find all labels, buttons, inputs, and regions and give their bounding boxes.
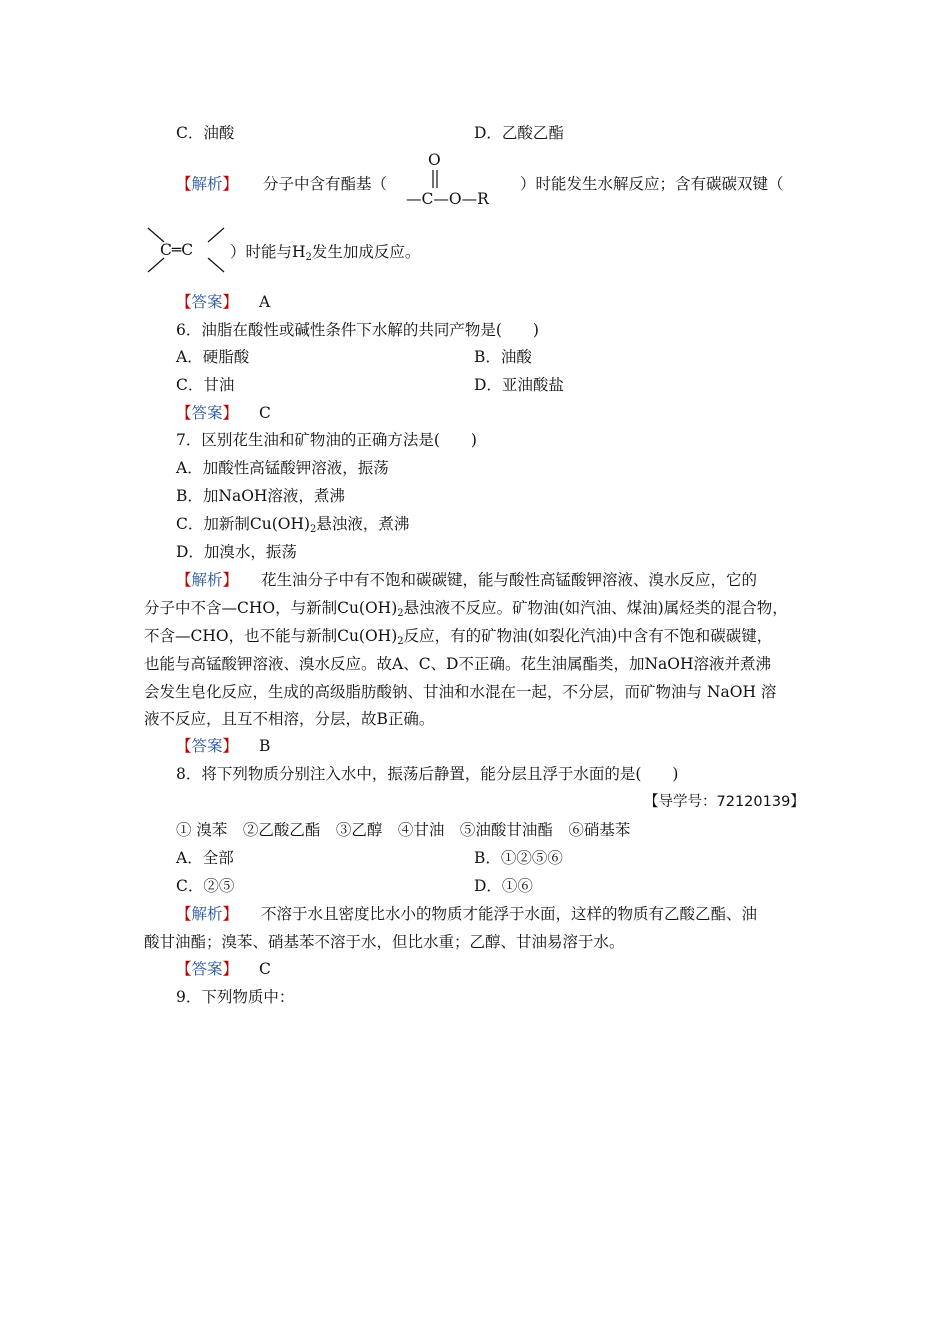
q6-option-b: B．油酸 — [474, 348, 532, 366]
q6-option-d: D．亚油酸盐 — [474, 376, 564, 394]
ester-group-formula — [403, 150, 518, 212]
q5-answer — [176, 292, 270, 312]
answer-tag: 【答案】 — [176, 293, 239, 311]
q6-option-c: C．甘油 — [176, 376, 235, 394]
q7-option-a: A．加酸性高锰酸钾溶液，振荡 — [176, 459, 389, 477]
analysis-text-2: ）时能发生水解反应；含有碳碳双键（ — [520, 175, 784, 193]
q5-option-c: C．油酸 — [176, 124, 235, 142]
q7-analysis-line1: 【解析】 花生油分子中有不饱和碳碳键，能与酸性高锰酸钾溶液、溴水反应，它的 — [176, 571, 757, 589]
q7-analysis-line5: 会发生皂化反应，生成的高级脂肪酸钠、甘油和水混在一起，不分层，而矿物油与 NaOH 溶 — [144, 683, 777, 701]
analysis-tag: 【解析】 — [176, 175, 239, 193]
q7-option-d: D．加溴水，振荡 — [176, 543, 297, 561]
analysis-text: 分子中含有酯基（ — [262, 175, 387, 193]
q9-stem: 9．下列物质中： — [176, 988, 295, 1006]
answer-value: C — [258, 404, 271, 422]
guide-number: 【导学号：72120139】 — [644, 794, 805, 810]
q6-answer — [176, 403, 271, 423]
q8-option-a: A．全部 — [176, 849, 234, 867]
answer-tag: 【答案】 — [176, 737, 239, 755]
q5-option-d: D．乙酸乙酯 — [474, 124, 564, 142]
q6-option-a: A．硬脂酸 — [176, 348, 250, 366]
answer-tag: 【答案】 — [176, 960, 239, 978]
q8-option-b: B．①②⑤⑥ — [474, 849, 563, 867]
ester-oxygen-label: O — [428, 151, 441, 169]
analysis-tag: 【解析】 — [176, 571, 239, 589]
q5-analysis — [176, 174, 387, 194]
q8-items: ① 溴苯 ②乙酸乙酯 ③乙醇 ④甘油 ⑤油酸甘油酯 ⑥硝基苯 — [176, 821, 631, 839]
alkene-formula — [144, 224, 228, 276]
q7-option-c: C．加新制$Cu(OH)_2$悬浊液，煮沸 — [176, 515, 410, 535]
alkene-label: C═C — [160, 241, 194, 259]
q8-option-c: C．②⑤ — [176, 877, 235, 895]
q8-option-d: D．①⑥ — [474, 877, 533, 895]
q8-answer — [176, 959, 271, 979]
q7-option-b: B．加NaOH溶液，煮沸 — [176, 487, 345, 505]
q8-stem: 8．将下列物质分别注入水中，振荡后静置，能分层且浮于水面的是( ) — [176, 765, 679, 783]
q7-stem: 7．区别花生油和矿物油的正确方法是( ) — [176, 431, 477, 449]
q7-answer — [176, 736, 270, 756]
q7-analysis-line2: 分子中不含—CHO，与新制$Cu(OH)_2$悬浊液不反应。矿物油(如汽油、煤油)属烃类的混合物， — [144, 599, 788, 619]
q7-analysis-line3: 不含—CHO，也不能与新制$Cu(OH)_2$反应，有的矿物油(如裂化汽油)中含有不饱和碳碳键， — [144, 627, 773, 647]
q7-analysis-line4: 也能与高锰酸钾溶液、溴水反应。故A、C、D不正确。花生油属酯类，加NaOH溶液并煮沸 — [144, 655, 772, 673]
analysis-text-3: ）时能与$H_2$发生加成反应。 — [230, 243, 421, 263]
q8-analysis-line1: 【解析】 不溶于水且密度比水小的物质才能浮于水面，这样的物质有乙酸乙酯、油 — [176, 905, 757, 923]
answer-value: C — [258, 960, 271, 978]
q6-stem: 6．油脂在酸性或碱性条件下水解的共同产物是( ) — [176, 321, 539, 339]
q8-analysis-line2: 酸甘油酯；溴苯、硝基苯不溶于水，但比水重；乙醇、甘油易溶于水。 — [144, 933, 625, 951]
ester-chain-label: —C—O—R — [406, 190, 489, 208]
analysis-tag: 【解析】 — [176, 905, 239, 923]
answer-value: B — [258, 737, 271, 755]
answer-value: A — [258, 293, 271, 311]
answer-tag: 【答案】 — [176, 404, 239, 422]
q7-analysis-line6: 液不反应，且互不相溶，分层，故B正确。 — [144, 710, 435, 728]
